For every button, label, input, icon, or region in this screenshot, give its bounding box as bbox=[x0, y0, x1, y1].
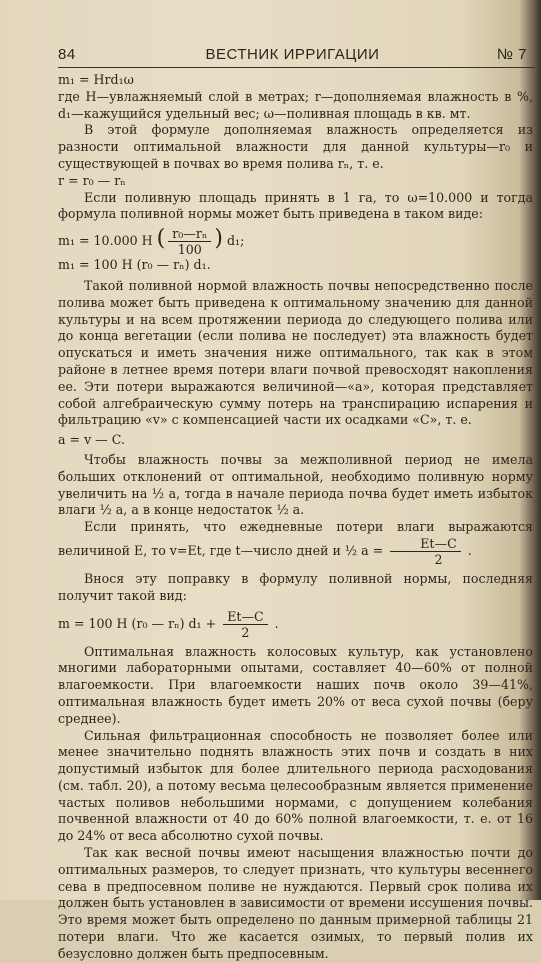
paragraph: В этой формуле дополняемая влажность определяется из разности оптимальной влажности для данной культуры—r₀ и существующей в почвах во время полива rₙ, т. е. bbox=[58, 122, 533, 171]
formula-r: r = r₀ — rₙ bbox=[58, 172, 126, 188]
running-header bbox=[58, 44, 527, 64]
paragraph: Если поливную площадь принять в 1 га, то ω=10.000 и тогда формула поливной нормы может быть приведена в таком виде: bbox=[58, 189, 533, 222]
paragraph: Сильная фильтрационная способность не позволяет более или менее значительно поднять влажность этих почв и создать в них допустимый избыток для более длительного периода расходования (см. табл. 20), а потому весьма целесообразным является применение частых поливов небольшими нормами, с допущением колебания почвенной влажности от 40 до 60% полной влагоемкости, т. е. от 16 до 24% от веса абсолютно сухой почвы. bbox=[58, 727, 533, 844]
header-rule bbox=[58, 67, 535, 68]
fraction: $\frac{\text{r₀—rₙ}}{100}$ bbox=[168, 226, 211, 257]
page-number: 84 bbox=[58, 46, 76, 63]
paragraph: Оптимальная влажность колосовых культур, как установлено многими лабораторными опытами, составляет 40—60% от полной влагоемкости. При влагоемкости наших почв около 39—41%, оптимальная влажность будет иметь 20% от веса сухой почвы (беру среднее). bbox=[58, 643, 533, 726]
formula-m1: m₁ = Hrd₁ω bbox=[58, 72, 134, 87]
fraction: $\frac{Et—C}{2}$ bbox=[390, 536, 460, 567]
formula-m1-short: m₁ = 100 H (r₀ — rₙ) d₁. bbox=[58, 257, 211, 273]
formula-m-final: m = 100 H (r₀ — rₙ) d₁ + $\frac{Et—C}{2}$ . bbox=[58, 608, 279, 640]
article-body bbox=[58, 72, 533, 963]
formula-m1-long: m₁ = 10.000 H ( $\frac{\text{r₀—rₙ}}{100}$ ) d₁; bbox=[58, 226, 245, 258]
fraction: $\frac{Et—C}{2}$ bbox=[223, 609, 267, 640]
paragraph: Так как весной почвы имеют насыщения влажностью почти до оптимальных размеров, то следует признать, что культуры весеннего сева в предпосевном поливе не нуждаются. Первый срок полива их должен быть установлен в зависимости от времени иссушения почвы. Это время может быть определено по данным примерной таблицы 21 потери влаги. Что же касается озимых, то первый полив их безусловно должен быть предпосевным. bbox=[58, 845, 533, 961]
paragraph: Такой поливной нормой влажность почвы непосредственно после полива может быть приведена к оптимальному значению для данной культуры и на всем протяжении периода до следующего полива или до конца вегетации (если полива не последует) эта влажность будет опускаться и иметь значения ниже оптимального, так как в этом районе в летнее время потери влаги почвой превосходят накопления ее. Эти потери выражаются величиной—«a», которая представляет собой алгебраическую сумму потерь на транспирацию испарения и фильтрацию «v» с компенсацией части их осадками «C», т. е. bbox=[58, 277, 533, 428]
issue-number: № 7 bbox=[496, 46, 527, 63]
paragraph: Внося эту поправку в формулу поливной нормы, последняя получит такой вид: bbox=[58, 570, 533, 603]
paragraph: где H—увлажняемый слой в метрах; r—дополняемая влажность в %, d₁—кажущийся удельный вес; ω—поливная площадь в кв. мт. bbox=[58, 88, 533, 121]
paragraph-with-fraction: Если принять, что ежедневные потери влаги выражаются величиной E, то v=Et, где t—число дней и ½ a = $\frac{Et—C}{2}$ . bbox=[58, 519, 533, 567]
formula-a: a = v — C. bbox=[58, 432, 125, 448]
paragraph: Чтобы влажность почвы за межполивной период не имела больших отклонений от оптимальной, необходимо поливную норму увеличить на ½ a, тогда в начале периода почва будет иметь избыток влаги ½ a, а в конце недостаток ½ a. bbox=[58, 451, 533, 518]
journal-title: ВЕСТНИК ИРРИГАЦИИ bbox=[205, 46, 380, 63]
